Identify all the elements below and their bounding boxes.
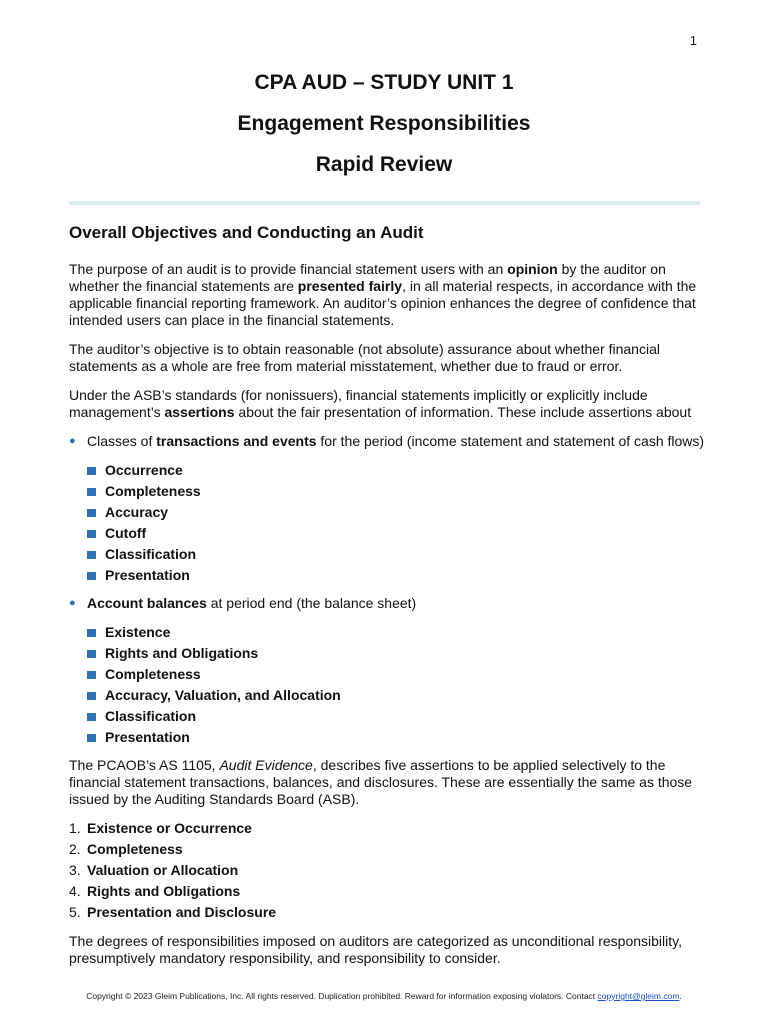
section-heading: Overall Objectives and Conducting an Audit — [69, 223, 424, 242]
list-item-text: Completeness — [87, 841, 183, 857]
text: at period end (the balance sheet) — [206, 595, 417, 611]
copyright-footer — [0, 991, 768, 1001]
text: by the auditor on whether the financial statements are — [69, 261, 666, 294]
footer-text: . — [679, 991, 682, 1001]
list-item — [87, 687, 709, 704]
list-item-text: Presentation and Disclosure — [87, 904, 277, 920]
text: , in all material respects, in accordance with the applicable financial reporting framework. An auditor’s opinion enhances the degree of confidence that intended users can place in the financial statements. — [69, 278, 697, 328]
title-line-3: Rapid Review — [315, 153, 453, 176]
list-item — [69, 904, 709, 921]
list-item-text: Accuracy, Valuation, and Allocation — [105, 687, 341, 703]
list-item — [87, 645, 709, 662]
page-number: 1 — [689, 33, 697, 48]
list-item-text: Completeness — [105, 666, 201, 682]
bold-text: Account balances — [87, 595, 207, 611]
square-bullet-icon — [87, 509, 96, 517]
paragraph-objective: The auditor’s objective is to obtain reasonable (not absolute) assurance about whether financial statements as a whole are free from material misstatement, whether due to fraud or error. — [69, 341, 660, 374]
list-item — [69, 820, 709, 837]
sublist-account-balances — [87, 624, 709, 746]
list-item — [69, 841, 709, 858]
square-bullet-icon — [87, 530, 96, 538]
italic-text: Audit Evidence — [219, 757, 313, 773]
title-line-2: Engagement Responsibilities — [237, 112, 531, 135]
square-bullet-icon — [87, 551, 96, 559]
list-item-text: Classification — [105, 708, 197, 724]
sublist-transactions — [87, 462, 709, 584]
list-item-text: Rights and Obligations — [105, 645, 259, 661]
bullet-text — [87, 595, 416, 612]
bullet-account-balances — [69, 595, 709, 612]
copyright-email-link[interactable]: copyright@gleim.com — [597, 991, 680, 1001]
list-number: 3. — [69, 862, 81, 878]
list-number: 2. — [69, 841, 81, 857]
bold-text: opinion — [507, 261, 558, 277]
list-item-text: Accuracy — [105, 504, 169, 520]
list-item — [87, 567, 709, 584]
text: Under the ASB’s standards (for nonissuers), financial statements implicitly or explicitly include management’s — [69, 387, 648, 420]
square-bullet-icon — [87, 572, 96, 580]
list-item — [87, 624, 709, 641]
numbered-assertions-list — [69, 820, 709, 921]
list-number: 1. — [69, 820, 81, 836]
list-item-text: Valuation or Allocation — [87, 862, 239, 878]
text: The purpose of an audit is to provide financial statement users with an — [69, 261, 508, 277]
list-item — [87, 729, 709, 746]
list-item — [69, 862, 709, 879]
text: Classes of — [87, 433, 157, 449]
list-item — [87, 483, 709, 500]
main-content — [69, 222, 709, 979]
list-item — [87, 525, 709, 542]
paragraph-responsibilities: The degrees of responsibilities imposed on auditors are categorized as unconditional responsibility, presumptively mandatory responsibility, and responsibility to consider. — [69, 933, 682, 966]
square-bullet-icon — [87, 671, 96, 679]
square-bullet-icon — [87, 467, 96, 475]
text: , describes five assertions to be applied selectively to the financial statement transactions, balances, and disclosures. These are essentially the same as those issued by the Auditing Standards Board (ASB). — [69, 757, 693, 807]
list-item — [87, 666, 709, 683]
paragraph-purpose — [69, 261, 709, 329]
list-item-text: Presentation — [105, 567, 190, 583]
bold-text: assertions — [164, 404, 235, 420]
text: about the fair presentation of information. These include assertions about — [234, 404, 692, 420]
list-item — [87, 546, 709, 563]
list-number: 5. — [69, 904, 81, 920]
title-line-1: CPA AUD – STUDY UNIT 1 — [254, 71, 514, 94]
paragraph-pcaob — [69, 757, 709, 808]
text: for the period (income statement and statement of cash flows) — [316, 433, 705, 449]
title-divider — [69, 201, 700, 205]
list-number: 4. — [69, 883, 81, 899]
list-item-text: Presentation — [105, 729, 190, 745]
bullet-dot-icon: ● — [69, 597, 76, 609]
list-item-text: Cutoff — [105, 525, 147, 541]
bold-text: transactions and events — [156, 433, 317, 449]
text: The PCAOB’s AS 1105, — [69, 757, 220, 773]
list-item — [69, 883, 709, 900]
bullet-text — [87, 433, 704, 450]
list-item — [87, 462, 709, 479]
paragraph-assertions — [69, 387, 709, 421]
list-item-text: Completeness — [105, 483, 201, 499]
square-bullet-icon — [87, 734, 96, 742]
list-item-text: Existence — [105, 624, 171, 640]
square-bullet-icon — [87, 692, 96, 700]
list-item-text: Occurrence — [105, 462, 183, 478]
square-bullet-icon — [87, 713, 96, 721]
square-bullet-icon — [87, 650, 96, 658]
footer-text: Copyright © 2023 Gleim Publications, Inc. All rights reserved. Duplication prohibited. Reward for information exposing violators. Contact — [86, 991, 598, 1001]
list-item — [87, 708, 709, 725]
square-bullet-icon — [87, 629, 96, 637]
list-item — [87, 504, 709, 521]
square-bullet-icon — [87, 488, 96, 496]
bullet-dot-icon: ● — [69, 435, 76, 447]
title-block — [0, 62, 768, 185]
bold-text: presented fairly — [297, 278, 403, 294]
bullet-transactions — [69, 433, 709, 450]
list-item-text: Rights and Obligations — [87, 883, 241, 899]
list-item-text: Existence or Occurrence — [87, 820, 252, 836]
list-item-text: Classification — [105, 546, 197, 562]
